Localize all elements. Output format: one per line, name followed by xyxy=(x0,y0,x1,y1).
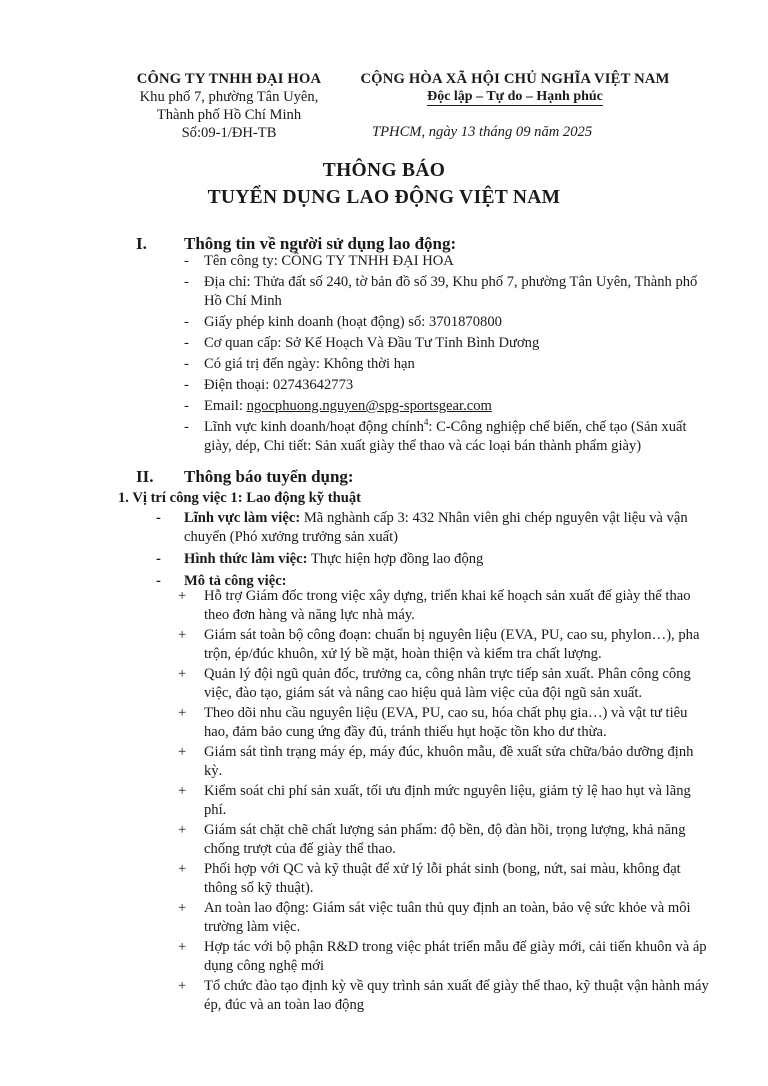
list-item: - Điện thoại: 02743642773 xyxy=(184,376,714,395)
republic-name: CỘNG HÒA XÃ HỘI CHỦ NGHĨA VIỆT NAM xyxy=(360,71,670,87)
duty-item: + Phối hợp với QC và kỹ thuật để xử lý lỗi phát sinh (bong, nứt, sai màu, không đạt thông số kỹ thuật). xyxy=(178,861,681,896)
work-field-label: Lĩnh vực làm việc: xyxy=(184,510,301,526)
duty-item: + Giám sát chặt chẽ chất lượng sản phẩm: độ bền, độ đàn hồi, trọng lượng, khả năng chống trượt của đế giày thể thao. xyxy=(178,822,686,857)
national-heading-block xyxy=(352,70,678,106)
work-form-label: Hình thức làm việc: xyxy=(184,551,308,567)
sender-block xyxy=(108,70,350,142)
duty-item: + Hỗ trợ Giám đốc trong việc xây dựng, triển khai kế hoạch sản xuất đế giày thể thao theo đơn hàng và năng lực nhà máy. xyxy=(178,588,691,623)
business-field-item xyxy=(184,418,714,456)
email-item xyxy=(184,397,714,416)
business-field-label: Lĩnh vực kinh doanh/hoạt động chính xyxy=(204,419,424,435)
section-1-heading: Thông tin về người sử dụng lao động: xyxy=(184,234,457,253)
position-details-list xyxy=(156,509,716,594)
section-1-number: I. xyxy=(136,234,147,253)
section-2-heading: Thông báo tuyển dụng: xyxy=(184,467,354,486)
document-number: Số:09-1/ĐH-TB xyxy=(181,125,277,141)
job-description-label: Mô tả công việc: xyxy=(184,573,287,589)
duty-item: + Theo dõi nhu cầu nguyên liệu (EVA, PU, cao su, hóa chất phụ gia…) và vật tư tiêu hao, đảm bảo cung ứng đầy đủ, tránh thiếu hụt hoặc tồn kho dư thừa. xyxy=(178,705,688,740)
duty-item: + Giám sát tình trạng máy ép, máy đúc, khuôn mẫu, đề xuất sửa chữa/bảo dưỡng định kỳ. xyxy=(178,744,694,779)
duty-item: + Tổ chức đào tạo định kỳ về quy trình sản xuất đế giày thể thao, kỹ thuật vận hành máy ép, đúc và an toàn lao động xyxy=(178,978,709,1013)
document-subtitle: TUYỂN DỤNG LAO ĐỘNG VIỆT NAM xyxy=(207,187,561,208)
company-address-line2: Thành phố Hồ Chí Minh xyxy=(156,107,302,123)
list-item: - Tên công ty: CÔNG TY TNHH ĐẠI HOA xyxy=(184,252,714,271)
footnote-marker: 4 xyxy=(423,417,429,428)
duty-item: + Hợp tác với bộ phận R&D trong việc phát triển mẫu đế giày mới, cải tiến khuôn và áp dụng công nghệ mới xyxy=(178,939,707,974)
duty-item: + Quản lý đội ngũ quản đốc, trưởng ca, công nhân trực tiếp sản xuất. Phân công công việc, đào tạo, giám sát và nâng cao hiệu quả làm việc của đội ngũ sản xuất. xyxy=(178,666,691,701)
document-title: THÔNG BÁO xyxy=(322,160,446,181)
business-field-value: : C-Công nghiệp chế biến, chế tạo (Sản xuất giày, dép, Chi tiết: Sản xuất giày thể thao và các loại bán thành phẩm giày) xyxy=(204,419,687,454)
company-name: CÔNG TY TNHH ĐẠI HOA xyxy=(136,71,322,87)
list-item: - Có giá trị đến ngày: Không thời hạn xyxy=(184,355,714,374)
national-motto: Độc lập – Tự do – Hạnh phúc xyxy=(427,89,603,104)
work-field-value: Mã nghành cấp 3: 432 Nhân viên ghi chép nguyên vật liệu và vận chuyển (Phó xưởng trưởng sản xuất) xyxy=(184,510,688,545)
duties-list xyxy=(178,587,712,1016)
job-description-item: - Mô tả công việc: xyxy=(156,573,287,589)
email-link[interactable]: ngocphuong.nguyen@spg-sportsgear.com xyxy=(246,398,492,414)
list-item: - Địa chỉ: Thửa đất số 240, tờ bản đồ số 39, Khu phố 7, phường Tân Uyên, Thành phố Hồ Chí Minh xyxy=(184,273,714,311)
duty-item: + Kiểm soát chi phí sản xuất, tối ưu định mức nguyên liệu, giảm tỷ lệ hao hụt và lãng phí. xyxy=(178,783,691,818)
position-title: 1. Vị trí công việc 1: Lao động kỹ thuật xyxy=(118,490,361,506)
work-form-item: - Hình thức làm việc: Thực hiện hợp đồng lao động xyxy=(156,551,484,567)
work-form-value: Thực hiện hợp đồng lao động xyxy=(307,551,484,567)
employer-info-list xyxy=(184,252,714,458)
email-label: Email: xyxy=(204,398,247,414)
document-date: TPHCM, ngày 13 tháng 09 năm 2025 xyxy=(372,124,593,140)
duty-item: + An toàn lao động: Giám sát việc tuân thủ quy định an toàn, bảo vệ sức khỏe và môi trường làm việc. xyxy=(178,900,691,935)
duty-item: + Giám sát toàn bộ công đoạn: chuẩn bị nguyên liệu (EVA, PU, cao su, phylon…), pha trộn, ép/đúc khuôn, xử lý bề mặt, hoàn thiện và kiểm tra chất lượng. xyxy=(178,627,700,662)
list-item: - Giấy phép kinh doanh (hoạt động) số: 3701870800 xyxy=(184,313,714,332)
list-item: - Cơ quan cấp: Sở Kế Hoạch Và Đầu Tư Tỉnh Bình Dương xyxy=(184,334,714,353)
section-2-number: II. xyxy=(136,467,154,486)
work-field-item: - Lĩnh vực làm việc: Mã nghành cấp 3: 432 Nhân viên ghi chép nguyên vật liệu và vận chuyển (Phó xưởng trưởng sản xuất) xyxy=(156,510,688,545)
company-address-line1: Khu phố 7, phường Tân Uyên, xyxy=(139,89,319,105)
